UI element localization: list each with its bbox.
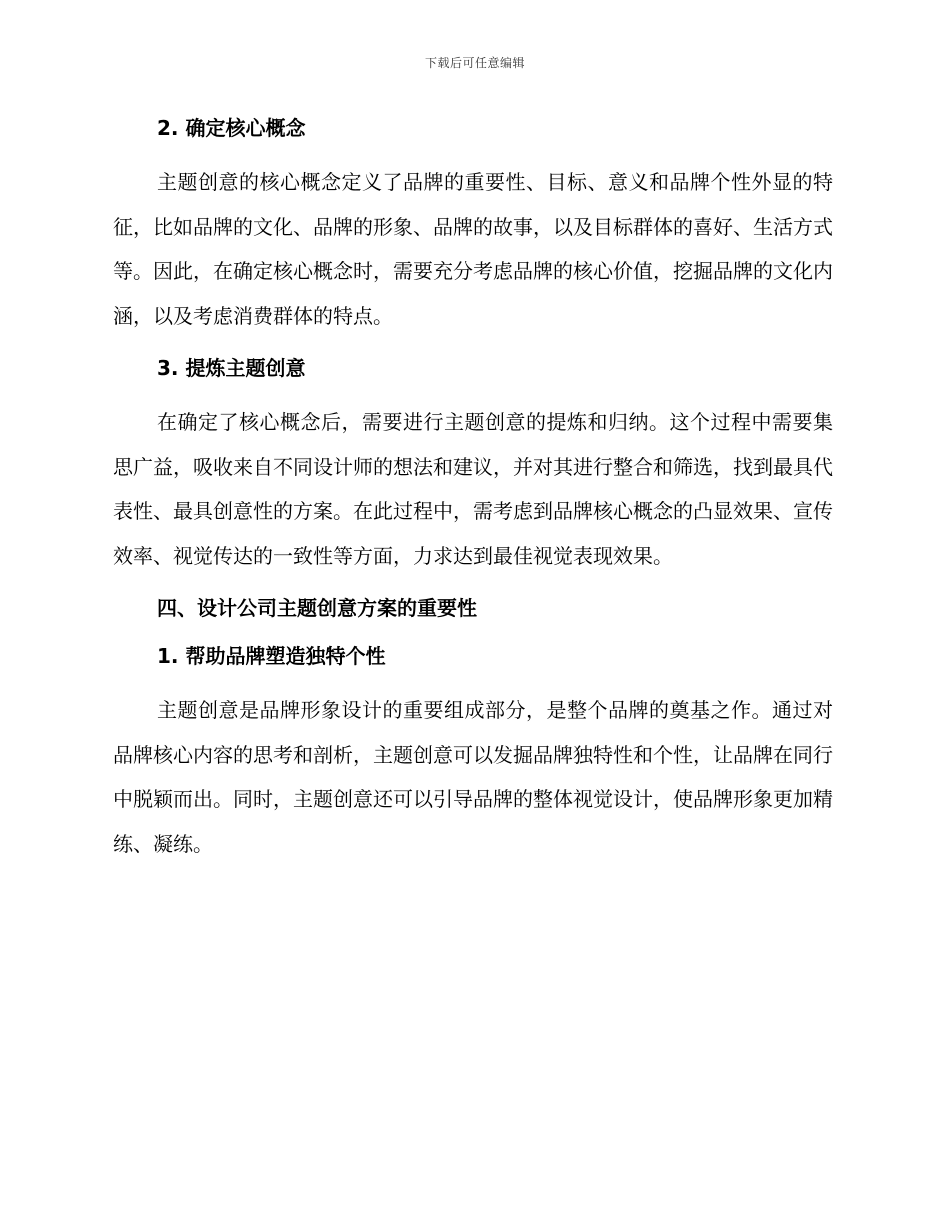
- section-heading-core-concept: 2. 确定核心概念: [157, 116, 306, 140]
- section-heading-brand-personality: 1. 帮助品牌塑造独特个性: [157, 644, 386, 668]
- page-header: 下载后可任意编辑: [424, 56, 525, 70]
- section-paragraph-brand-personality: 主题创意是品牌形象设计的重要组成部分，是整个品牌的奠基之作。通过对品牌核心内容的思考和剖析，主题创意可以发掘品牌独特性和个性，让品牌在同行中脱颖而出。同时，主题创意还可以引导品牌的整体视觉设计，使品牌形象更加精练、凝练。: [113, 698, 833, 856]
- section-heading-refine-theme: 3. 提炼主题创意: [157, 356, 306, 380]
- section-heading-importance: 四、设计公司主题创意方案的重要性: [157, 596, 477, 620]
- section-paragraph-refine-theme: 在确定了核心概念后，需要进行主题创意的提炼和归纳。这个过程中需要集思广益，吸收来自不同设计师的想法和建议，并对其进行整合和筛选，找到最具代表性、最具创意性的方案。在此过程中，需考虑到品牌核心概念的凸显效果、宣传效率、视觉传达的一致性等方面，力求达到最佳视觉表现效果。: [113, 410, 833, 568]
- section-paragraph-core-concept: 主题创意的核心概念定义了品牌的重要性、目标、意义和品牌个性外显的特征，比如品牌的文化、品牌的形象、品牌的故事，以及目标群体的喜好、生活方式等。因此，在确定核心概念时，需要充分考虑品牌的核心价值，挖掘品牌的文化内涵，以及考虑消费群体的特点。: [113, 170, 833, 328]
- document-body: [113, 110, 833, 866]
